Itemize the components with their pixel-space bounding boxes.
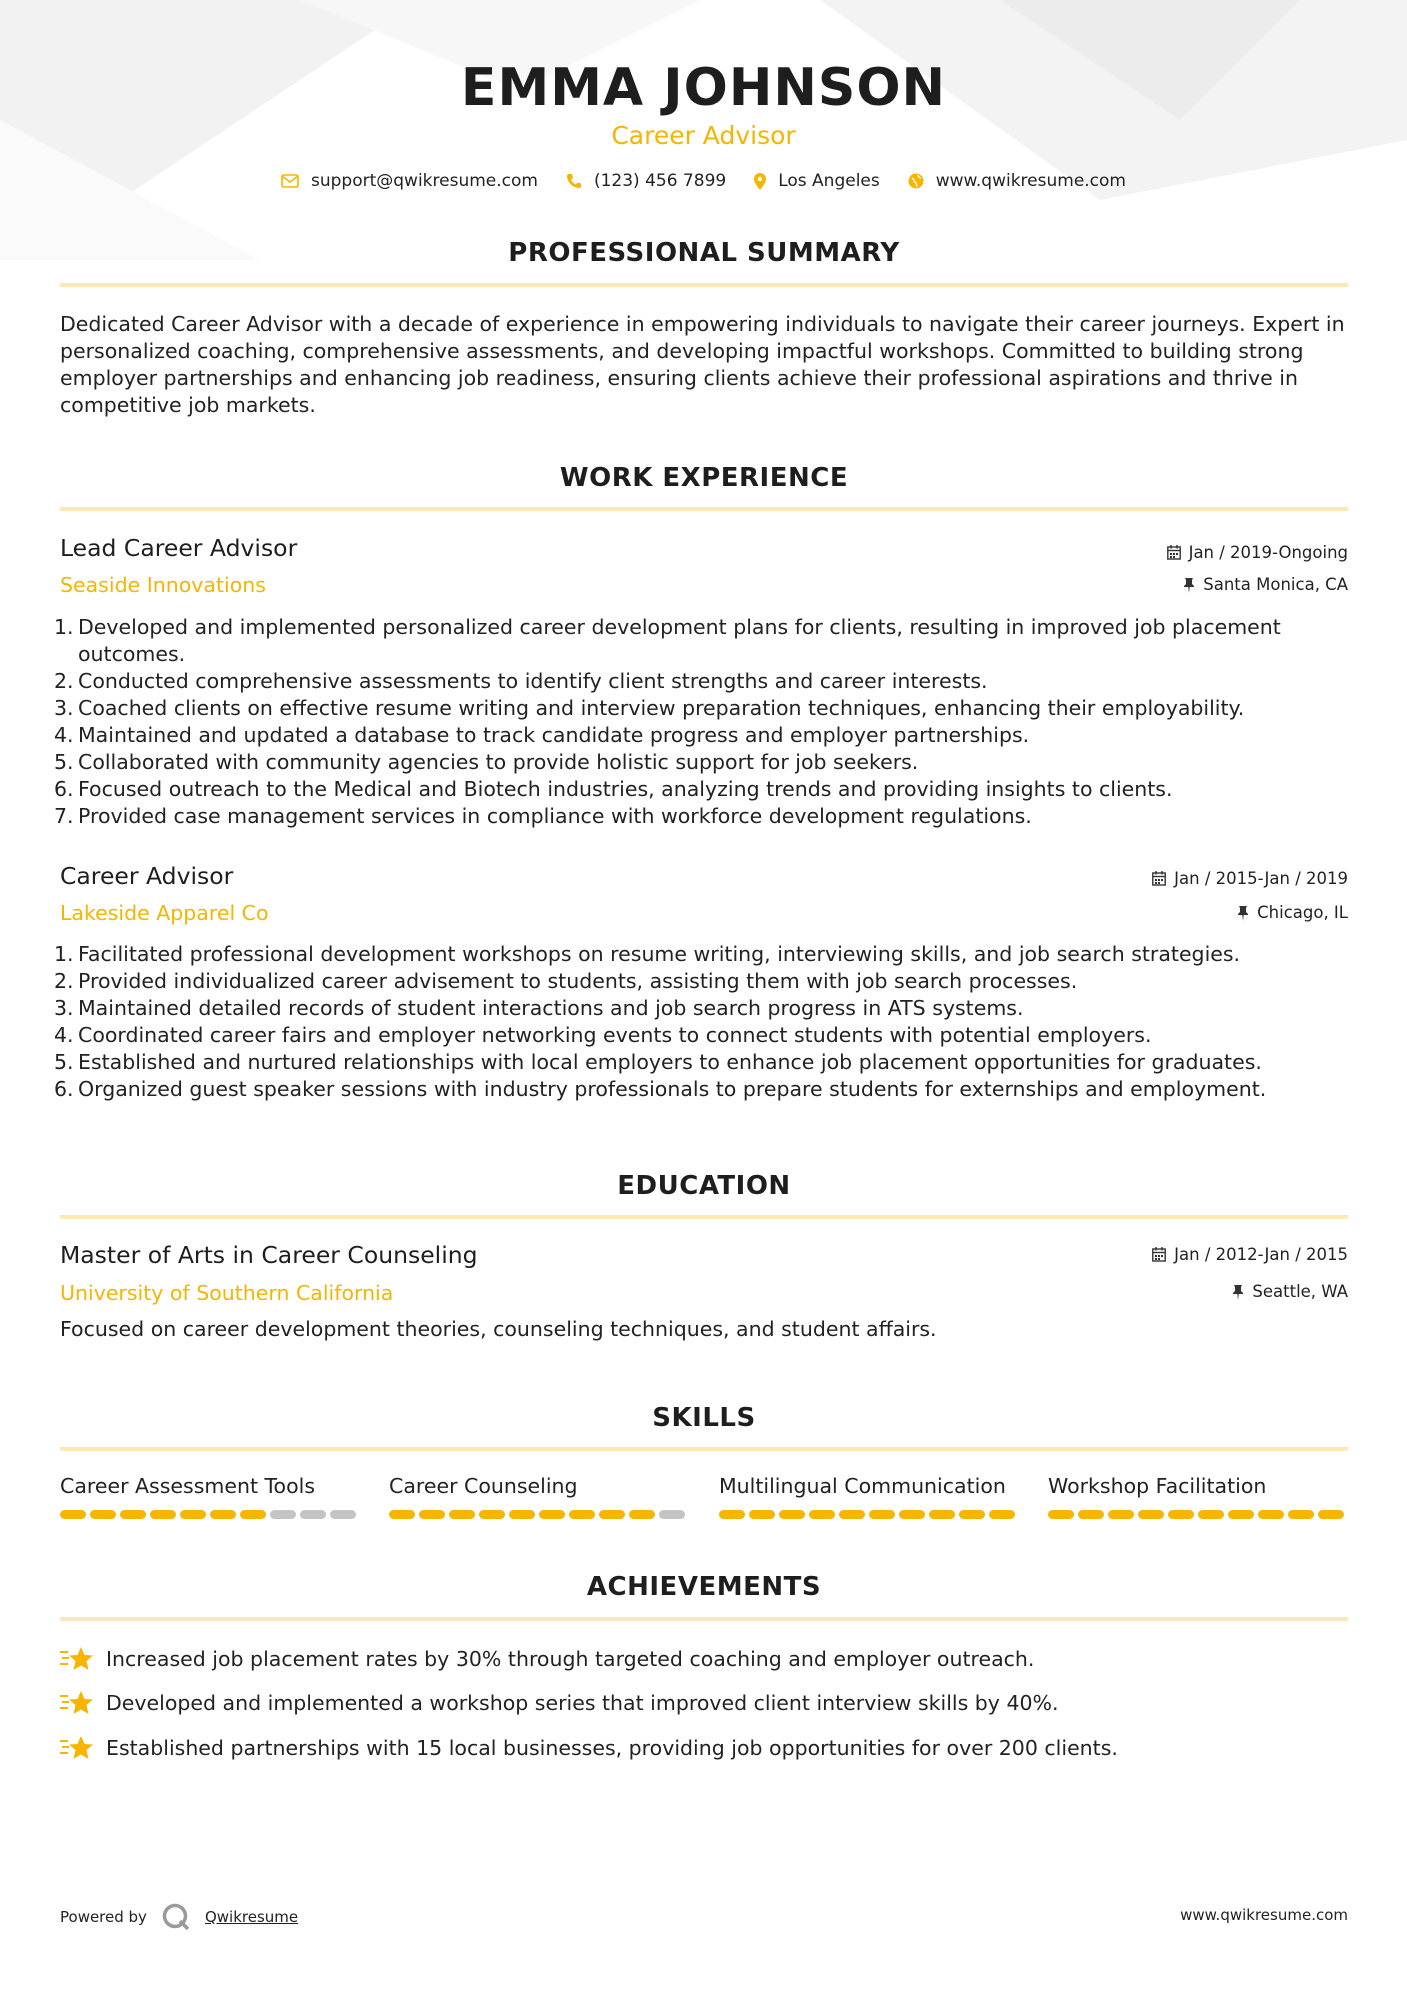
job-date bbox=[1152, 869, 1348, 888]
skill-item bbox=[389, 1474, 689, 1519]
job-date-text: Jan / 2019-Ongoing bbox=[1188, 543, 1348, 562]
website-text: www.qwikresume.com bbox=[935, 171, 1126, 191]
skill-item bbox=[1048, 1474, 1348, 1519]
star-icon bbox=[60, 1689, 94, 1717]
list-item: 6. Organized guest speaker sessions with industry professionals to prepare students for externships and employment. bbox=[54, 1077, 1267, 1101]
skill-item bbox=[60, 1474, 360, 1519]
job-company: Seaside Innovations bbox=[60, 573, 266, 597]
skill-name: Career Counseling bbox=[389, 1474, 578, 1498]
education-location bbox=[1232, 1282, 1348, 1301]
education-location-text: Seattle, WA bbox=[1252, 1282, 1348, 1301]
summary-text: Dedicated Career Advisor with a decade of experience in empowering individuals to navigate their career journeys. Expert in personalized coaching, comprehensive assessments, and developing impactful workshops. Committed to building strong employer partnerships and enhancing job readiness, ensuring clients achieve their professional aspirations and thrive in competitive job markets. bbox=[60, 312, 1345, 417]
education-date-text: Jan / 2012-Jan / 2015 bbox=[1174, 1245, 1348, 1264]
phone-text: (123) 456 7899 bbox=[593, 171, 727, 191]
education-heading: EDUCATION bbox=[617, 1171, 791, 1201]
skill-item bbox=[719, 1474, 1019, 1519]
list-item: 5. Established and nurtured relationships with local employers to enhance job placement opportunities for graduates. bbox=[54, 1050, 1262, 1074]
pushpin-icon bbox=[1183, 577, 1195, 593]
skill-segment-empty bbox=[300, 1510, 326, 1519]
achievement-item: Increased job placement rates by 30% through targeted coaching and employer outreach. bbox=[60, 1645, 1034, 1673]
skill-segment-empty bbox=[659, 1510, 685, 1519]
calendar-icon bbox=[1167, 545, 1181, 560]
list-item: 4. Maintained and updated a database to track candidate progress and employer partnerships. bbox=[54, 723, 1030, 747]
skill-level-bar bbox=[1048, 1510, 1348, 1519]
education-date bbox=[1152, 1245, 1348, 1264]
skill-segment-filled bbox=[1078, 1510, 1104, 1519]
footer-website[interactable]: www.qwikresume.com bbox=[1180, 1906, 1348, 1924]
skill-segment-filled bbox=[599, 1510, 625, 1519]
skill-segment-filled bbox=[419, 1510, 445, 1519]
degree-title: Master of Arts in Career Counseling bbox=[60, 1241, 478, 1269]
skill-segment-filled bbox=[1168, 1510, 1194, 1519]
skill-segment-filled bbox=[1048, 1510, 1074, 1519]
email-icon bbox=[281, 174, 299, 188]
experience-heading: WORK EXPERIENCE bbox=[559, 463, 849, 493]
skill-segment-filled bbox=[1198, 1510, 1224, 1519]
pushpin-icon bbox=[1232, 1284, 1244, 1300]
education-divider bbox=[60, 1215, 1348, 1219]
list-item: 6. Focused outreach to the Medical and Biotech industries, analyzing trends and providing insights to clients. bbox=[54, 777, 1173, 801]
skill-segment-filled bbox=[150, 1510, 176, 1519]
list-item: 4. Coordinated career fairs and employer networking events to connect students with potential employers. bbox=[54, 1023, 1152, 1047]
skill-segment-filled bbox=[1108, 1510, 1134, 1519]
skill-segment-filled bbox=[60, 1510, 86, 1519]
skills-divider bbox=[60, 1447, 1348, 1451]
achievement-item: Developed and implemented a workshop series that improved client interview skills by 40%. bbox=[60, 1689, 1059, 1717]
contact-location bbox=[754, 171, 880, 191]
achievements-divider bbox=[60, 1617, 1348, 1621]
skill-segment-filled bbox=[180, 1510, 206, 1519]
job-company: Lakeside Apparel Co bbox=[60, 901, 269, 925]
qwikresume-logo-icon bbox=[161, 1902, 191, 1932]
skill-segment-filled bbox=[479, 1510, 505, 1519]
achievement-item: Established partnerships with 15 local businesses, providing job opportunities for over 200 clients. bbox=[60, 1734, 1118, 1762]
skill-level-bar bbox=[389, 1510, 689, 1519]
list-item: 5. Collaborated with community agencies to provide holistic support for job seekers. bbox=[54, 750, 919, 774]
skill-segment-filled bbox=[1258, 1510, 1284, 1519]
location-pin-icon bbox=[754, 173, 766, 190]
achievements-heading: ACHIEVEMENTS bbox=[586, 1572, 822, 1602]
job-title: Career Advisor bbox=[60, 862, 234, 890]
skill-segment-filled bbox=[509, 1510, 535, 1519]
job-bullets bbox=[54, 614, 1348, 830]
job-title: Lead Career Advisor bbox=[60, 534, 298, 562]
list-item: 2. Conducted comprehensive assessments to identify client strengths and career interests. bbox=[54, 669, 988, 693]
skill-segment-filled bbox=[749, 1510, 775, 1519]
summary-divider bbox=[60, 283, 1348, 287]
skill-segment-filled bbox=[389, 1510, 415, 1519]
education-description: Focused on career development theories, counseling techniques, and student affairs. bbox=[60, 1317, 937, 1341]
star-icon bbox=[60, 1734, 94, 1762]
list-item: 1. Facilitated professional development workshops on resume writing, interviewing skills, and job search strategies. bbox=[54, 942, 1241, 966]
skill-segment-filled bbox=[240, 1510, 266, 1519]
skill-name: Career Assessment Tools bbox=[60, 1474, 316, 1498]
resume-header bbox=[0, 56, 1407, 152]
skill-segment-filled bbox=[449, 1510, 475, 1519]
email-text: support@qwikresume.com bbox=[311, 171, 538, 191]
phone-icon bbox=[566, 173, 582, 189]
brand-link[interactable]: Qwikresume bbox=[204, 1908, 299, 1926]
job-location bbox=[1183, 575, 1348, 594]
skill-segment-filled bbox=[839, 1510, 865, 1519]
list-item: 3. Coached clients on effective resume writing and interview preparation techniques, enhancing their employability. bbox=[54, 696, 1245, 720]
pushpin-icon bbox=[1237, 905, 1249, 921]
globe-icon bbox=[908, 173, 924, 189]
skill-segment-empty bbox=[330, 1510, 356, 1519]
job-date bbox=[1167, 543, 1348, 562]
candidate-title: Career Advisor bbox=[611, 121, 796, 150]
calendar-icon bbox=[1152, 871, 1166, 886]
job-date-text: Jan / 2015-Jan / 2019 bbox=[1174, 869, 1348, 888]
footer-powered-by bbox=[60, 1902, 298, 1932]
school-name: University of Southern California bbox=[60, 1281, 394, 1305]
skill-segment-empty bbox=[270, 1510, 296, 1519]
job-bullets bbox=[54, 941, 1348, 1103]
job-location-text: Chicago, IL bbox=[1257, 903, 1348, 922]
list-item: 3. Maintained detailed records of student interactions and job search progress in ATS systems. bbox=[54, 996, 1024, 1020]
skill-segment-filled bbox=[1288, 1510, 1314, 1519]
skill-name: Workshop Facilitation bbox=[1048, 1474, 1267, 1498]
skill-segment-filled bbox=[899, 1510, 925, 1519]
job-location-text: Santa Monica, CA bbox=[1203, 575, 1348, 594]
skill-segment-filled bbox=[539, 1510, 565, 1519]
skill-segment-filled bbox=[569, 1510, 595, 1519]
list-item: 1. Developed and implemented personalized career development plans for clients, resulting in improved job placement outcomes. bbox=[54, 615, 1281, 666]
skill-segment-filled bbox=[809, 1510, 835, 1519]
skill-segment-filled bbox=[719, 1510, 745, 1519]
candidate-name: EMMA JOHNSON bbox=[460, 58, 947, 118]
skill-segment-filled bbox=[629, 1510, 655, 1519]
calendar-icon bbox=[1152, 1247, 1166, 1262]
contact-email[interactable] bbox=[281, 171, 538, 191]
summary-heading: PROFESSIONAL SUMMARY bbox=[508, 238, 900, 268]
list-item: 7. Provided case management services in compliance with workforce development regulations. bbox=[54, 804, 1032, 828]
skill-level-bar bbox=[60, 1510, 360, 1519]
skills-heading: SKILLS bbox=[652, 1403, 756, 1433]
skill-segment-filled bbox=[869, 1510, 895, 1519]
skill-name: Multilingual Communication bbox=[719, 1474, 1006, 1498]
skill-segment-filled bbox=[1138, 1510, 1164, 1519]
skill-segment-filled bbox=[1318, 1510, 1344, 1519]
powered-by-label: Powered by bbox=[60, 1908, 147, 1926]
skill-segment-filled bbox=[929, 1510, 955, 1519]
list-item: 2. Provided individualized career advisement to students, assisting them with job search processes. bbox=[54, 969, 1078, 993]
contact-website[interactable] bbox=[908, 171, 1126, 191]
skill-level-bar bbox=[719, 1510, 1019, 1519]
skill-segment-filled bbox=[90, 1510, 116, 1519]
job-location bbox=[1237, 903, 1348, 922]
contact-phone[interactable] bbox=[566, 171, 726, 191]
skill-segment-filled bbox=[959, 1510, 985, 1519]
skill-segment-filled bbox=[989, 1510, 1015, 1519]
skill-segment-filled bbox=[210, 1510, 236, 1519]
star-icon bbox=[60, 1645, 94, 1673]
location-text: Los Angeles bbox=[778, 171, 880, 191]
skill-segment-filled bbox=[120, 1510, 146, 1519]
skill-segment-filled bbox=[1228, 1510, 1254, 1519]
skill-segment-filled bbox=[779, 1510, 805, 1519]
contact-bar bbox=[0, 171, 1407, 191]
experience-divider bbox=[60, 507, 1348, 511]
